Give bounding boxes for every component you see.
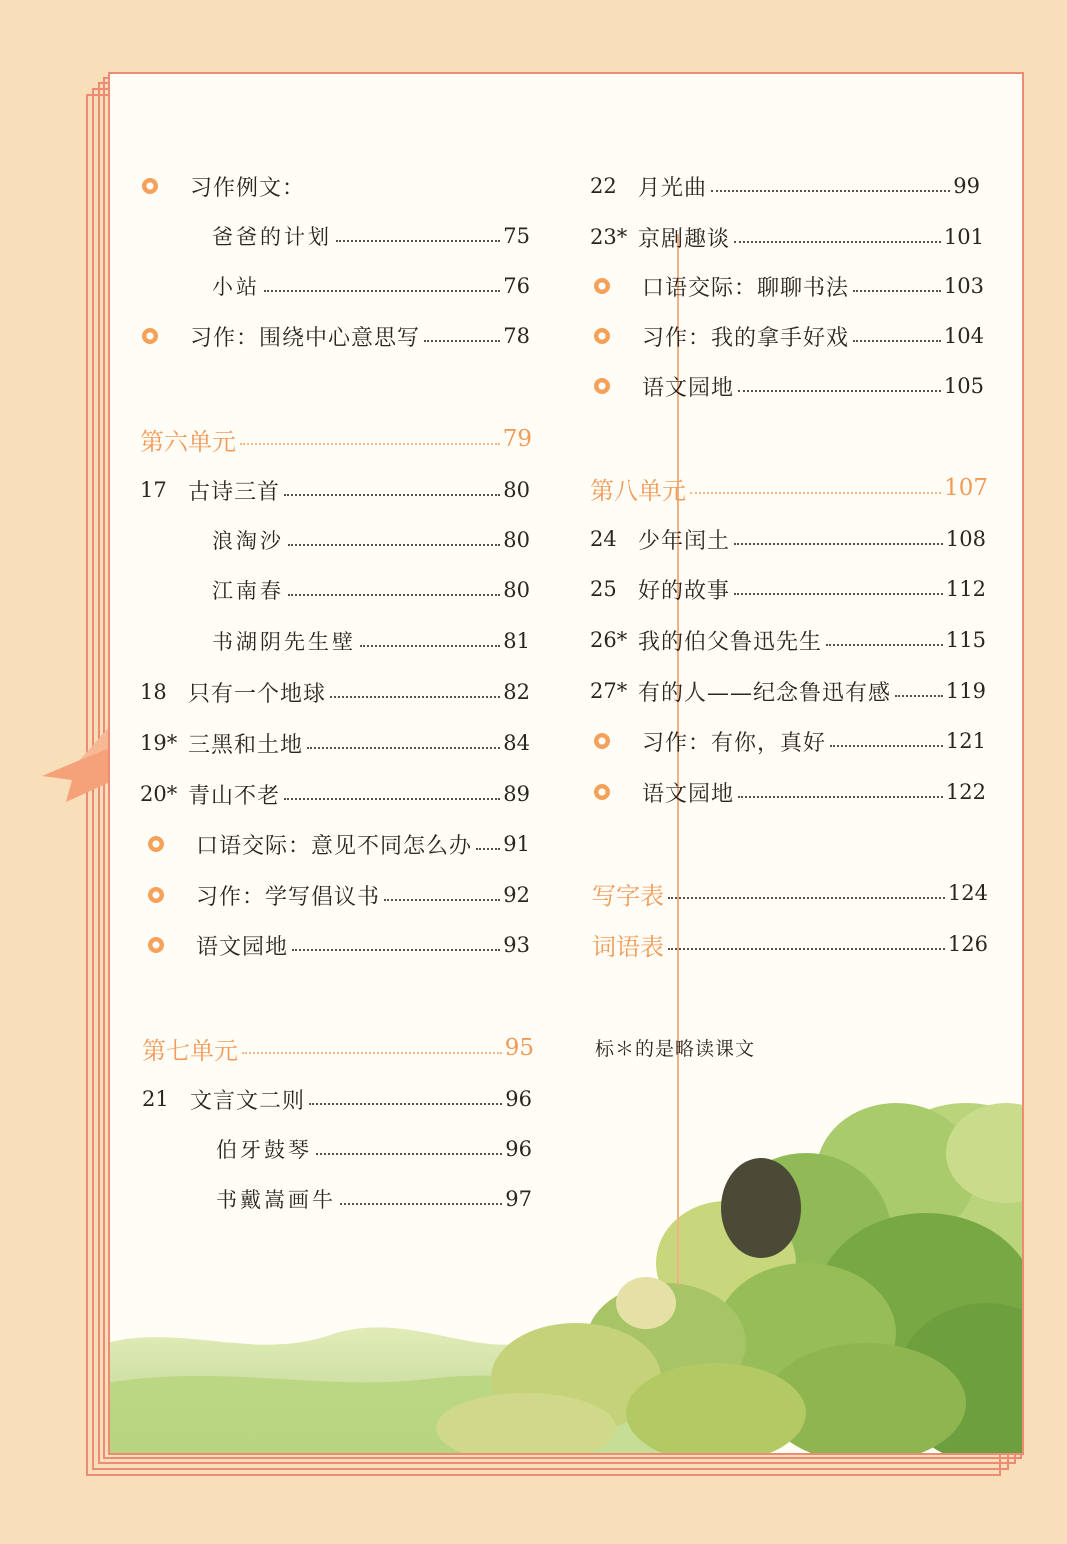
toc-entry-page: 76 xyxy=(503,274,530,298)
toc-entry-title: 我的伯父鲁迅先生 xyxy=(638,629,823,655)
toc-entry[interactable] xyxy=(146,828,530,860)
lesson-number: 25 xyxy=(590,577,617,601)
dot-leader xyxy=(292,949,500,951)
dot-leader xyxy=(424,340,500,342)
toc-entry[interactable] xyxy=(146,929,530,961)
toc-entry-title: 语文园地 xyxy=(642,781,735,807)
toc-entry-page: 105 xyxy=(943,374,984,398)
double-circle-bullet-icon xyxy=(148,836,164,852)
toc-entry-page: 93 xyxy=(503,933,530,957)
toc-entry-page: 89 xyxy=(503,782,530,806)
toc-entry-title: 口语交际：意见不同怎么办 xyxy=(196,833,473,859)
toc-entry-page: 119 xyxy=(945,679,986,703)
toc-entry-page: 101 xyxy=(943,225,984,249)
toc-entry-page: 80 xyxy=(503,578,530,602)
toc-entry[interactable] xyxy=(212,574,530,606)
toc-entry-title: 习作例文： xyxy=(190,175,306,201)
toc-entry-title: 词语表 xyxy=(592,932,664,961)
double-circle-bullet-icon xyxy=(594,733,610,749)
toc-entry-title: 口语交际：聊聊书法 xyxy=(642,275,850,301)
toc-entry-page: 96 xyxy=(505,1137,532,1161)
double-circle-bullet-icon xyxy=(142,178,158,194)
toc-entry-title: 好的故事 xyxy=(638,578,731,604)
lesson-number: 18 xyxy=(140,680,167,704)
lesson-number: 27* xyxy=(590,679,628,703)
toc-entry-page: 122 xyxy=(945,780,986,804)
dot-leader xyxy=(668,948,945,950)
dot-leader xyxy=(242,1052,502,1054)
bookmark-ribbon-icon xyxy=(40,720,110,808)
toc-unit-heading[interactable] xyxy=(140,423,532,455)
toc-entry-page: 80 xyxy=(503,528,530,552)
lesson-number: 22 xyxy=(590,174,617,198)
lesson-number: 17 xyxy=(140,478,167,502)
toc-entry[interactable] xyxy=(212,625,530,657)
dot-leader xyxy=(853,340,941,342)
toc-entry-title: 习作：我的拿手好戏 xyxy=(642,325,850,351)
toc-entry-title: 浪淘沙 xyxy=(212,529,284,553)
toc-entry-title: 古诗三首 xyxy=(188,479,281,505)
toc-entry-page: 80 xyxy=(503,478,530,502)
toc-entry-title: 小站 xyxy=(212,275,260,299)
dot-leader xyxy=(738,796,943,798)
dot-leader xyxy=(734,543,943,545)
toc-entry-title: 习作：有你，真好 xyxy=(642,730,827,756)
dot-leader xyxy=(734,241,941,243)
toc-entry[interactable] xyxy=(592,370,984,402)
double-circle-bullet-icon xyxy=(142,328,158,344)
dot-leader xyxy=(316,1153,502,1155)
toc-entry[interactable] xyxy=(592,270,984,302)
toc-entry-title: 书湖阴先生壁 xyxy=(212,630,356,654)
dot-leader xyxy=(853,290,941,292)
toc-entry-title: 语文园地 xyxy=(196,934,289,960)
toc-entry-page: 84 xyxy=(503,731,530,755)
toc-entry-title: 伯牙鼓琴 xyxy=(216,1138,312,1162)
lesson-number: 24 xyxy=(590,527,617,551)
toc-entry-title: 书戴嵩画牛 xyxy=(216,1188,336,1212)
toc-entry[interactable] xyxy=(212,220,530,252)
toc-appendix-entry[interactable] xyxy=(592,928,988,960)
dot-leader xyxy=(476,848,500,850)
toc-entry[interactable] xyxy=(140,676,530,708)
toc-entry-title: 江南春 xyxy=(212,579,284,603)
dot-leader xyxy=(895,695,943,697)
toc-entry[interactable] xyxy=(590,523,986,555)
double-circle-bullet-icon xyxy=(594,278,610,294)
toc-entry-title: 第六单元 xyxy=(140,427,236,456)
toc-entry-title: 青山不老 xyxy=(188,783,281,809)
toc-entry-page: 124 xyxy=(947,881,988,905)
toc-entry[interactable] xyxy=(212,524,530,556)
toc-entry[interactable] xyxy=(140,727,530,759)
double-circle-bullet-icon xyxy=(594,378,610,394)
dot-leader xyxy=(711,190,950,192)
toc-entry[interactable] xyxy=(140,170,534,202)
toc-entry-page: 108 xyxy=(945,527,986,551)
dot-leader xyxy=(240,443,500,445)
dot-leader xyxy=(288,544,500,546)
toc-entry[interactable] xyxy=(142,1083,532,1115)
toc-entry-page: 103 xyxy=(943,274,984,298)
toc-entry[interactable] xyxy=(590,221,984,253)
toc-entry-title: 习作：学写倡议书 xyxy=(196,884,381,910)
lesson-number: 23* xyxy=(590,225,628,249)
toc-entry-title: 第七单元 xyxy=(142,1036,238,1065)
toc-entry-page: 99 xyxy=(953,174,980,198)
toc-entry[interactable] xyxy=(140,474,530,506)
toc-entry-page: 82 xyxy=(503,680,530,704)
toc-entry-title: 有的人——纪念鲁迅有感 xyxy=(638,680,892,706)
toc-entry[interactable] xyxy=(212,270,530,302)
toc-entry-title: 文言文二则 xyxy=(190,1088,306,1114)
toc-entry-page: 79 xyxy=(502,426,532,452)
toc-entry-title: 月光曲 xyxy=(638,175,708,201)
dot-leader xyxy=(336,240,500,242)
dot-leader xyxy=(830,745,943,747)
toc-entry-page: 107 xyxy=(944,475,988,501)
lesson-number: 19* xyxy=(140,731,178,755)
toc-entry[interactable] xyxy=(590,170,980,202)
dot-leader xyxy=(309,1103,502,1105)
toc-entry[interactable] xyxy=(592,725,986,757)
toc-entry-page: 91 xyxy=(503,832,530,856)
toc-entry-title: 习作：围绕中心意思写 xyxy=(190,325,421,351)
dot-leader xyxy=(284,798,500,800)
double-circle-bullet-icon xyxy=(148,937,164,953)
toc-entry-page: 95 xyxy=(504,1035,534,1061)
toc-entry-title: 爸爸的计划 xyxy=(212,225,332,249)
toc-entry-title: 三黑和土地 xyxy=(188,732,304,758)
toc-entry[interactable] xyxy=(590,675,986,707)
double-circle-bullet-icon xyxy=(148,887,164,903)
dot-leader xyxy=(284,494,500,496)
lesson-number: 21 xyxy=(142,1087,169,1111)
dot-leader xyxy=(288,594,500,596)
toc-entry[interactable] xyxy=(140,320,530,352)
toc-entry-page: 121 xyxy=(945,729,986,753)
lesson-number: 20* xyxy=(140,782,178,806)
toc-entry[interactable] xyxy=(590,573,986,605)
toc-entry-page: 104 xyxy=(943,324,984,348)
toc-entry[interactable] xyxy=(592,776,986,808)
toc-entry-title: 只有一个地球 xyxy=(188,681,327,707)
toc-appendix-entry[interactable] xyxy=(592,877,988,909)
footnote: 标＊的是略读课文 xyxy=(595,1038,756,1060)
toc-entry[interactable] xyxy=(592,320,984,352)
lesson-number: 26* xyxy=(590,628,628,652)
toc-entry-page: 81 xyxy=(503,629,530,653)
dot-leader xyxy=(668,897,945,899)
dot-leader xyxy=(340,1203,502,1205)
dot-leader xyxy=(307,747,500,749)
dot-leader xyxy=(264,290,500,292)
toc-entry-page: 115 xyxy=(945,628,986,652)
dot-leader xyxy=(384,899,500,901)
toc-entry-page: 75 xyxy=(503,224,530,248)
toc-unit-heading[interactable] xyxy=(142,1032,534,1064)
dot-leader xyxy=(360,645,500,647)
dot-leader xyxy=(738,390,941,392)
toc-entry[interactable] xyxy=(146,879,530,911)
double-circle-bullet-icon xyxy=(594,328,610,344)
toc-entry-page: 97 xyxy=(505,1187,532,1211)
toc-entry-page: 96 xyxy=(505,1087,532,1111)
toc-entry-page: 78 xyxy=(503,324,530,348)
toc-entry[interactable] xyxy=(216,1183,532,1215)
toc-entry-page: 126 xyxy=(947,932,988,956)
dot-leader xyxy=(826,644,943,646)
toc-entry-title: 写字表 xyxy=(592,881,664,910)
toc-entry[interactable] xyxy=(590,624,986,656)
toc-entry[interactable] xyxy=(140,778,530,810)
dot-leader xyxy=(330,696,500,698)
dot-leader xyxy=(690,492,941,494)
toc-entry-title: 语文园地 xyxy=(642,375,735,401)
dot-leader xyxy=(734,593,943,595)
toc-unit-heading[interactable] xyxy=(590,472,988,504)
toc-entry-page: 92 xyxy=(503,883,530,907)
toc-page xyxy=(108,72,1024,1455)
toc-entry[interactable] xyxy=(216,1133,532,1165)
toc-entry-page: 112 xyxy=(945,577,986,601)
toc-entry-title: 第八单元 xyxy=(590,476,686,505)
toc-entry-title: 京剧趣谈 xyxy=(638,226,731,252)
double-circle-bullet-icon xyxy=(594,784,610,800)
toc-entry-title: 少年闰土 xyxy=(638,528,731,554)
